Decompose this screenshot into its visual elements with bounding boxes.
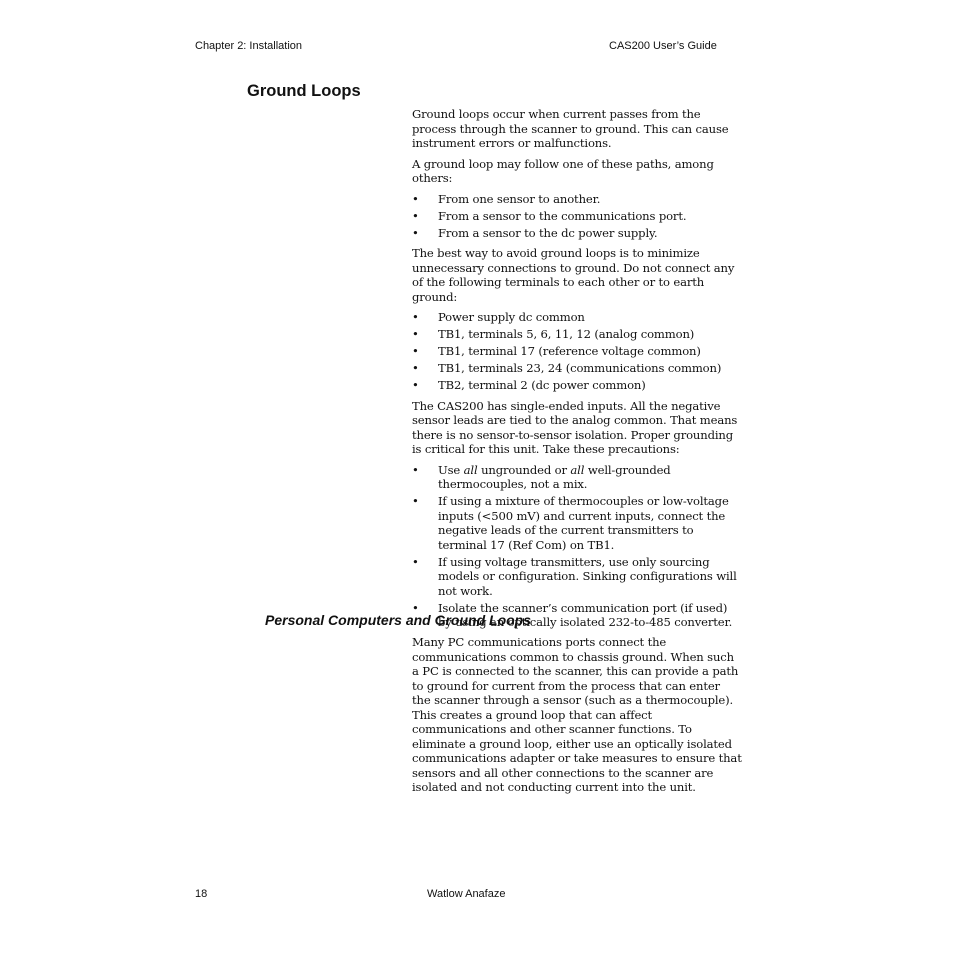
subsection-heading-pc-ground-loops: Personal Computers and Ground Loops	[265, 612, 532, 628]
intro-paragraph: Ground loops occur when current passes from the process through the scanner to ground. This can cause instrument errors or malfunctions.	[412, 107, 729, 150]
footer-company: Watlow Anafaze	[427, 888, 506, 900]
running-header-chapter: Chapter 2: Installation	[195, 40, 303, 52]
list-item	[412, 192, 742, 207]
list-item	[412, 327, 742, 342]
list-item	[412, 310, 742, 325]
list-item	[412, 226, 742, 241]
bullet-icon: •	[412, 378, 419, 392]
emphasis-all: all	[570, 462, 585, 477]
running-header-guide-title: CAS200 User’s Guide	[609, 40, 717, 52]
list-item-text: TB1, terminals 23, 24 (communications common)	[438, 361, 722, 375]
list-item	[412, 463, 742, 492]
avoid-paragraph: The best way to avoid ground loops is to minimize unnecessary connections to ground. Do not connect any of the following terminals to each other or to earth ground:	[412, 246, 735, 304]
bullet-icon: •	[412, 554, 419, 569]
list-item-text: From a sensor to the dc power supply.	[438, 225, 658, 240]
pc-paragraph: Many PC communications ports connect the communications common to chassis ground. When such a PC is connected to the scanner, this can provide a path to ground for current from the process that can enter the scanner through a sensor (such as a thermocouple). This creates a ground loop that can affect communications and other scanner functions. To eliminate a ground loop, either use an optically isolated communications adapter or take measures to ensure that sensors and all other connections to the scanner are isolated and not conducting current into the unit.	[412, 635, 742, 794]
list-item	[412, 344, 742, 359]
list-item-text: TB1, terminals 5, 6, 11, 12 (analog common)	[438, 327, 695, 341]
list-item-text: TB2, terminal 2 (dc power common)	[438, 378, 646, 392]
bullet-icon: •	[412, 361, 419, 375]
bullet-icon: •	[412, 327, 419, 341]
paths-lead-paragraph: A ground loop may follow one of these paths, among others:	[412, 156, 714, 185]
bullet-icon: •	[412, 494, 419, 508]
precaution-text: Use all ungrounded or all well-grounded thermocouples, not a mix.	[438, 462, 671, 491]
single-ended-paragraph: The CAS200 has single-ended inputs. All the negative sensor leads are tied to the analog common. That means there is no sensor-to-sensor isolation. Proper grounding is critical for this unit. Take these precautions:	[412, 398, 738, 456]
pc-ground-loops-body	[412, 635, 742, 801]
list-item-text: From one sensor to another.	[438, 191, 601, 206]
precautions-list	[412, 463, 742, 630]
bullet-icon: •	[412, 225, 419, 240]
list-item-text: TB1, terminal 17 (reference voltage common)	[438, 344, 701, 358]
list-item-text: Isolate the scanner’s communication port (if used) by using an optically isolated 232-to-485 converter.	[438, 600, 733, 629]
bullet-icon: •	[412, 191, 419, 206]
bullet-icon: •	[412, 208, 419, 223]
paths-list	[412, 192, 742, 241]
list-item	[412, 361, 742, 376]
list-item	[412, 378, 742, 393]
list-item	[412, 555, 742, 599]
list-item-text: From a sensor to the communications port.	[438, 208, 687, 223]
ground-loops-body	[412, 107, 742, 636]
list-item-text: If using a mixture of thermocouples or low-voltage inputs (<500 mV) and current inputs, connect the negative leads of the current transmitters to terminal 17 (Ref Com) on TB1.	[438, 494, 729, 552]
page-number: 18	[195, 888, 208, 900]
terminals-list	[412, 310, 742, 393]
section-heading-ground-loops: Ground Loops	[247, 82, 361, 100]
list-item-text: If using voltage transmitters, use only sourcing models or configuration. Sinking configurations will not work.	[438, 554, 737, 598]
bullet-icon: •	[412, 310, 419, 324]
emphasis-all: all	[463, 462, 478, 477]
bullet-icon: •	[412, 600, 419, 615]
list-item-text: Power supply dc common	[438, 310, 585, 324]
list-item	[412, 494, 742, 552]
bullet-icon: •	[412, 344, 419, 358]
list-item	[412, 209, 742, 224]
bullet-icon: •	[412, 462, 419, 477]
